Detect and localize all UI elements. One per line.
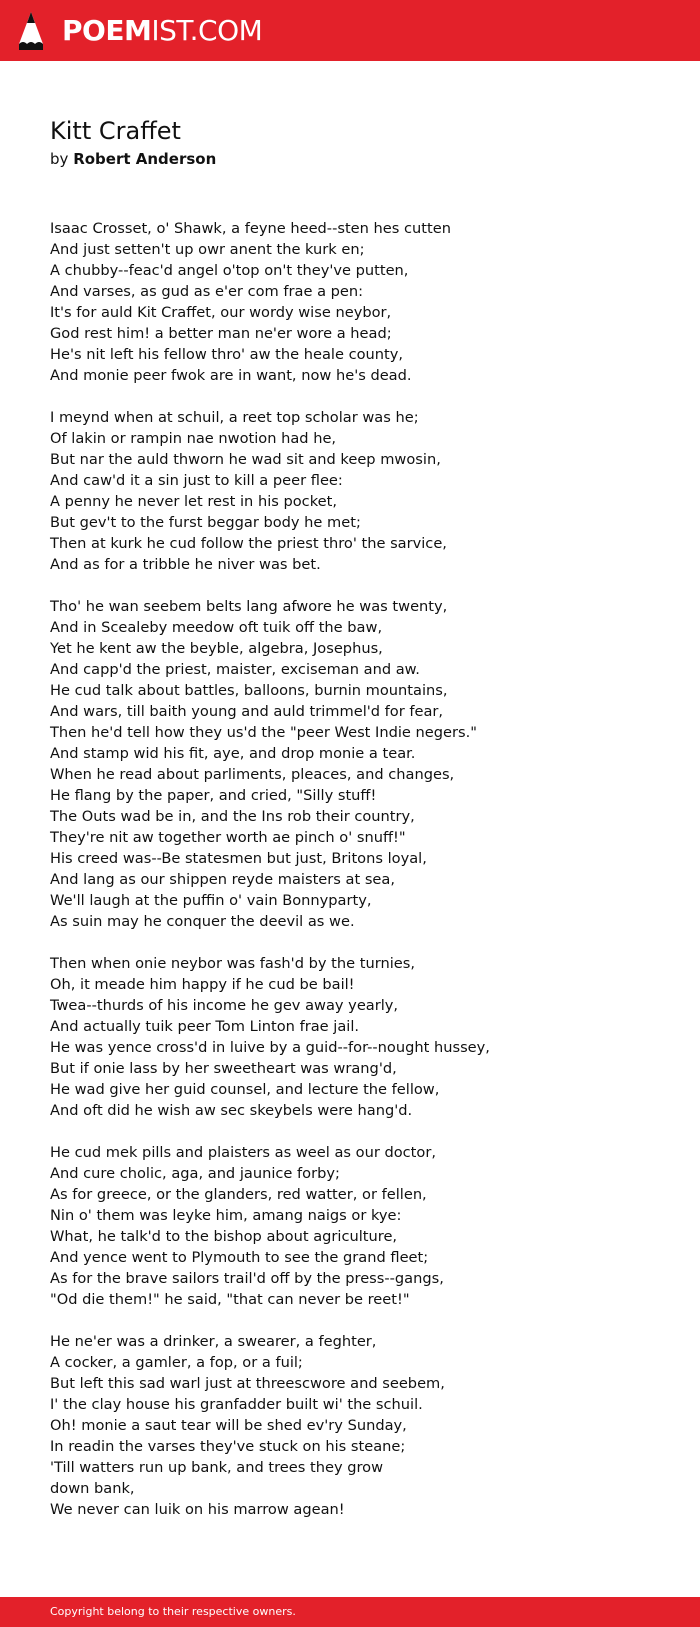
- poem-line: They're nit aw together worth ae pinch o' snuff!": [50, 829, 406, 846]
- poem-line: And caw'd it a sin just to kill a peer flee:: [50, 472, 343, 489]
- poem-stanza: [50, 1142, 670, 1310]
- poem-line: In readin the varses they've stuck on his steane;: [50, 1438, 406, 1455]
- poem-line: And as for a tribble he niver was bet.: [50, 556, 321, 573]
- poem-line: And just setten't up owr anent the kurk en;: [50, 241, 365, 258]
- poem-stanza: [50, 953, 670, 1121]
- poem-line: And actually tuik peer Tom Linton frae jail.: [50, 1018, 360, 1035]
- poem-line: Then when onie neybor was fash'd by the turnies,: [50, 955, 415, 972]
- poem-line: He wad give her guid counsel, and lecture the fellow,: [50, 1081, 440, 1098]
- pencil-tip-icon[interactable]: [18, 11, 44, 51]
- poem-line: He's nit left his fellow thro' aw the heale county,: [50, 346, 404, 363]
- site-footer: [0, 1597, 700, 1627]
- poem-line: God rest him! a better man ne'er wore a head;: [50, 325, 392, 342]
- poem-line: As suin may he conquer the deevil as we.: [50, 913, 355, 930]
- poem-line: And yence went to Plymouth to see the grand fleet;: [50, 1249, 429, 1266]
- poem-line: I meynd when at schuil, a reet top scholar was he;: [50, 409, 419, 426]
- poem-line: As for the brave sailors trail'd off by the press--gangs,: [50, 1270, 444, 1287]
- poem-line: And capp'd the priest, maister, exciseman and aw.: [50, 661, 420, 678]
- poem-line: Tho' he wan seebem belts lang afwore he was twenty,: [50, 598, 448, 615]
- poem-line: We'll laugh at the puffin o' vain Bonnyparty,: [50, 892, 372, 909]
- poem-line: And monie peer fwok are in want, now he's dead.: [50, 367, 412, 384]
- poem-line: 'Till watters run up bank, and trees they grow: [50, 1459, 384, 1476]
- poem-line: Oh, it meade him happy if he cud be bail!: [50, 976, 355, 993]
- author-name: Robert Anderson: [73, 150, 217, 168]
- poem-line: A cocker, a gamler, a fop, or a fuil;: [50, 1354, 303, 1371]
- poem-line: What, he talk'd to the bishop about agriculture,: [50, 1228, 398, 1245]
- poem-line: Then at kurk he cud follow the priest thro' the sarvice,: [50, 535, 447, 552]
- poem-line: A penny he never let rest in his pocket,: [50, 493, 337, 510]
- poem-line: We never can luik on his marrow agean!: [50, 1501, 345, 1518]
- poem-byline: [50, 148, 216, 170]
- poem-line: I' the clay house his granfadder built wi' the schuil.: [50, 1396, 423, 1413]
- byline-prefix: by: [50, 150, 69, 168]
- poem-line: He cud mek pills and plaisters as weel as our doctor,: [50, 1144, 436, 1161]
- poem-line: As for greece, or the glanders, red watter, or fellen,: [50, 1186, 427, 1203]
- poem-line: Nin o' them was leyke him, amang naigs or kye:: [50, 1207, 402, 1224]
- poem-line: He cud talk about battles, balloons, burnin mountains,: [50, 682, 448, 699]
- poem-line: And cure cholic, aga, and jaunice forby;: [50, 1165, 340, 1182]
- poem-line: When he read about parliments, pleaces, and changes,: [50, 766, 455, 783]
- poem-line: Isaac Crosset, o' Shawk, a feyne heed--sten hes cutten: [50, 220, 451, 237]
- poem-stanza: [50, 1331, 670, 1520]
- site-logo-text[interactable]: [62, 12, 262, 50]
- poem-line: Of lakin or rampin nae nwotion had he,: [50, 430, 337, 447]
- poem-line: And oft did he wish aw sec skeybels were hang'd.: [50, 1102, 413, 1119]
- poem-stanza: [50, 407, 670, 575]
- poem-line: And varses, as gud as e'er com frae a pen:: [50, 283, 364, 300]
- poem-line: A chubby--feac'd angel o'top on't they've putten,: [50, 262, 409, 279]
- poem-line: And lang as our shippen reyde maisters at sea,: [50, 871, 395, 888]
- brand-light: IST.COM: [151, 14, 263, 47]
- poem-line: down bank,: [50, 1480, 135, 1497]
- poem-body: [50, 218, 670, 1541]
- poem-line: Yet he kent aw the beyble, algebra, Josephus,: [50, 640, 383, 657]
- poem-line: His creed was--Be statesmen but just, Britons loyal,: [50, 850, 427, 867]
- poem-line: He was yence cross'd in luive by a guid--for--nought hussey,: [50, 1039, 490, 1056]
- poem-line: Oh! monie a saut tear will be shed ev'ry Sunday,: [50, 1417, 407, 1434]
- poem-line: "Od die them!" he said, "that can never be reet!": [50, 1291, 410, 1308]
- copyright-text: Copyright belong to their respective owners.: [50, 1605, 296, 1618]
- brand-bold: POEM: [62, 14, 152, 47]
- site-header: [0, 0, 700, 61]
- poem-stanza: [50, 596, 670, 932]
- poem-line: Twea--thurds of his income he gev away yearly,: [50, 997, 399, 1014]
- poem-line: It's for auld Kit Craffet, our wordy wise neybor,: [50, 304, 392, 321]
- poem-line: And wars, till baith young and auld trimmel'd for fear,: [50, 703, 444, 720]
- poem-line: The Outs wad be in, and the Ins rob their country,: [50, 808, 415, 825]
- poem-line: But gev't to the furst beggar body he met;: [50, 514, 361, 531]
- poem-line: But left this sad warl just at threescwore and seebem,: [50, 1375, 445, 1392]
- poem-stanza: [50, 218, 670, 386]
- poem-line: He ne'er was a drinker, a swearer, a feghter,: [50, 1333, 377, 1350]
- poem-line: He flang by the paper, and cried, "Silly stuff!: [50, 787, 377, 804]
- poem-title: Kitt Craffet: [50, 117, 181, 145]
- poem-line: And in Scealeby meedow oft tuik off the baw,: [50, 619, 383, 636]
- poem-line: But if onie lass by her sweetheart was wrang'd,: [50, 1060, 397, 1077]
- poem-line: And stamp wid his fit, aye, and drop monie a tear.: [50, 745, 416, 762]
- poem-line: Then he'd tell how they us'd the "peer West Indie negers.": [50, 724, 477, 741]
- poem-line: But nar the auld thworn he wad sit and keep mwosin,: [50, 451, 441, 468]
